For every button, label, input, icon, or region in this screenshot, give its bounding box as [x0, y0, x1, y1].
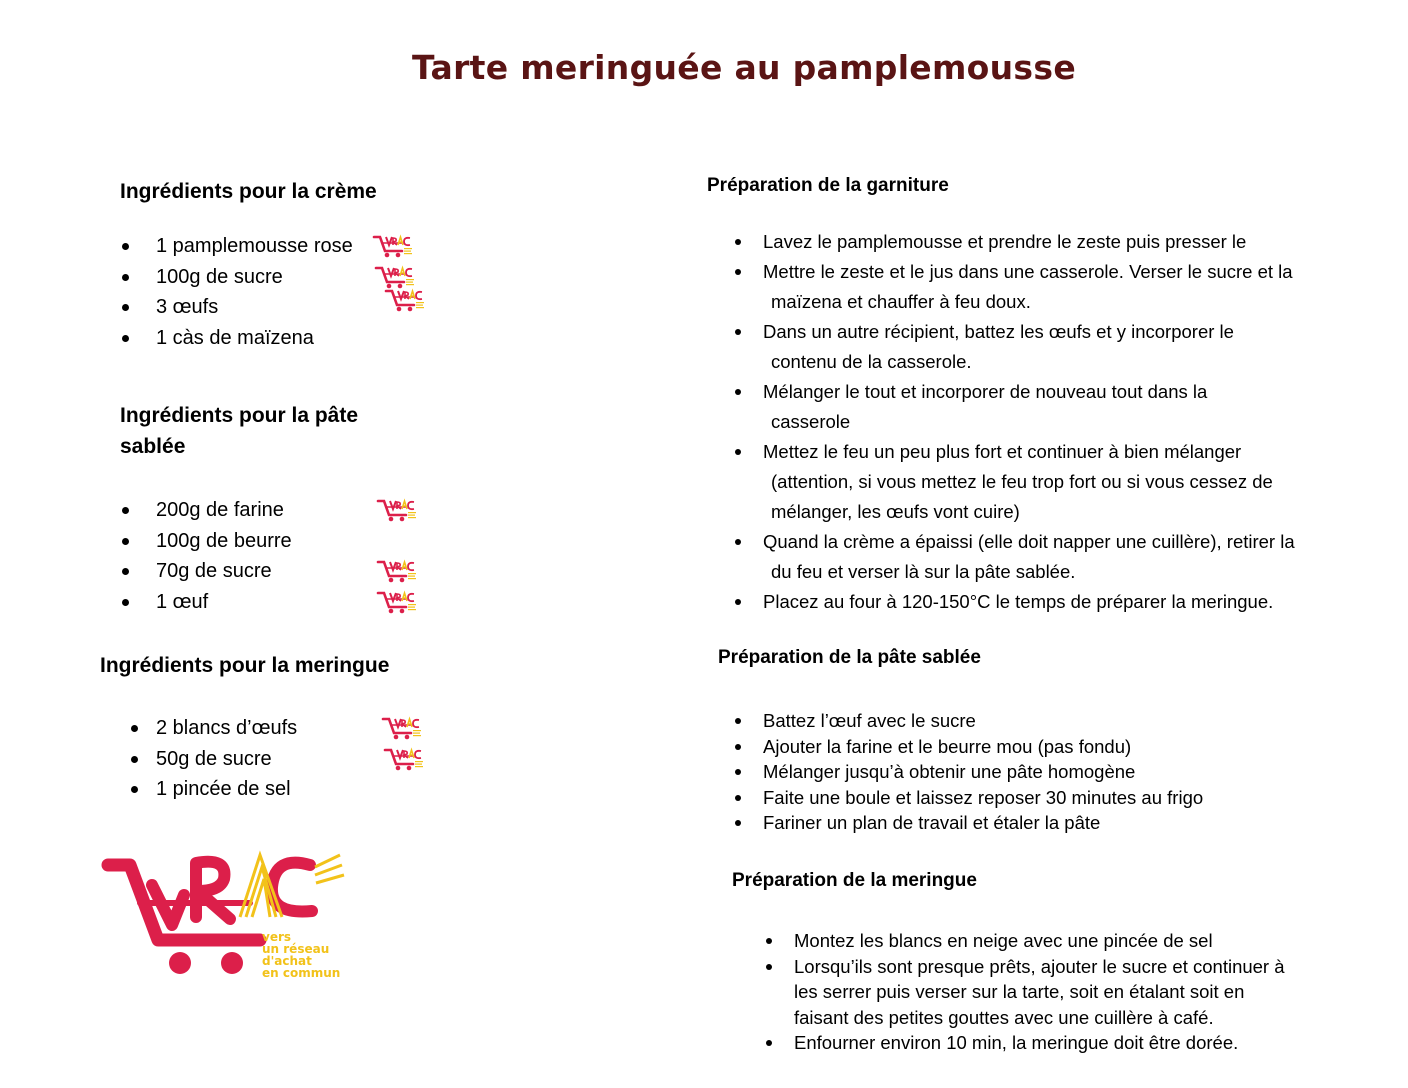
- prep-pate-steps: [733, 708, 1353, 836]
- pate-heading: Ingrédients pour la pâte sablée: [120, 404, 359, 458]
- prep-meringue-heading: Préparation de la meringue: [732, 870, 977, 891]
- list-item: 1 càs de maïzena: [122, 323, 442, 354]
- prep-pate-heading: Préparation de la pâte sablée: [718, 647, 981, 668]
- bullet-icon: [735, 769, 741, 775]
- list-item: Mélanger le tout et incorporer de nouveau tout dans la casserole: [733, 377, 1353, 437]
- vrac-cart-icon: [376, 559, 418, 585]
- bullet-icon: [766, 938, 772, 944]
- bullet-icon: [766, 1040, 772, 1046]
- list-item: 1 pamplemousse rose: [122, 231, 442, 262]
- pate-ingredients-list: [122, 495, 442, 617]
- prep-meringue-steps: [764, 928, 1364, 1056]
- list-item: 3 œufs: [122, 292, 442, 323]
- svg-text:un réseau: un réseau: [262, 942, 330, 956]
- vrac-cart-icon: [383, 747, 425, 773]
- list-item: Mettez le feu un peu plus fort et continuer à bien mélanger (attention, si vous mettez le feu trop fort ou si vous cessez de mélanger, les œufs vont cuire): [733, 437, 1353, 527]
- meringue-heading: Ingrédients pour la meringue: [100, 654, 390, 677]
- page-title: Tarte meringuée au pamplemousse: [411, 48, 1076, 87]
- list-item: Mettre le zeste et le jus dans une casserole. Verser le sucre et la maïzena et chauffer à feu doux.: [733, 257, 1353, 317]
- meringue-ingredients-list: [131, 713, 451, 805]
- vrac-cart-icon: [384, 288, 426, 314]
- prep-garniture-heading: Préparation de la garniture: [707, 175, 949, 196]
- list-item: Montez les blancs en neige avec une pincée de sel: [764, 928, 1364, 954]
- bullet-icon: [735, 539, 741, 545]
- list-item: 50g de sucre: [131, 744, 451, 775]
- list-item: Enfourner environ 10 min, la meringue doit être dorée.: [764, 1030, 1364, 1056]
- list-item: 1 pincée de sel: [131, 774, 451, 805]
- bullet-icon: [131, 786, 138, 793]
- bullet-icon: [735, 389, 741, 395]
- bullet-icon: [735, 599, 741, 605]
- list-item: Lorsqu’ils sont presque prêts, ajouter le sucre et continuer à les serrer puis verser sur la tarte, soit en étalant soit en faisant des petites gouttes avec une cuillère à café.: [764, 954, 1364, 1031]
- list-item: Faite une boule et laissez reposer 30 minutes au frigo: [733, 785, 1353, 811]
- vrac-cart-icon: [376, 590, 418, 616]
- bullet-icon: [735, 718, 741, 724]
- bullet-icon: [122, 335, 129, 342]
- vrac-cart-icon: [376, 498, 418, 524]
- list-item: Placez au four à 120-150°C le temps de préparer la meringue.: [733, 587, 1353, 617]
- list-item: 2 blancs d’œufs: [131, 713, 451, 744]
- list-item: 200g de farine: [122, 495, 442, 526]
- bullet-icon: [131, 725, 138, 732]
- bullet-icon: [735, 795, 741, 801]
- bullet-icon: [735, 820, 741, 826]
- bullet-icon: [735, 329, 741, 335]
- list-item: Lavez le pamplemousse et prendre le zeste puis presser le: [733, 227, 1353, 257]
- bullet-icon: [735, 744, 741, 750]
- creme-heading: Ingrédients pour la crème: [120, 180, 377, 203]
- list-item: Dans un autre récipient, battez les œufs et y incorporer le contenu de la casserole.: [733, 317, 1353, 377]
- list-item: Battez l’œuf avec le sucre: [733, 708, 1353, 734]
- list-item: 100g de beurre: [122, 526, 442, 557]
- list-item: 1 œuf: [122, 587, 442, 618]
- list-item: Mélanger jusqu’à obtenir une pâte homogène: [733, 759, 1353, 785]
- list-item: 100g de sucre: [122, 262, 442, 293]
- bullet-icon: [735, 269, 741, 275]
- bullet-icon: [122, 538, 129, 545]
- vrac-cart-icon: [372, 234, 414, 260]
- bullet-icon: [131, 756, 138, 763]
- svg-text:vers: vers: [262, 930, 292, 944]
- bullet-icon: [122, 243, 129, 250]
- bullet-icon: [122, 507, 129, 514]
- bullet-icon: [735, 449, 741, 455]
- vrac-logo: [100, 845, 350, 980]
- list-item: Ajouter la farine et le beurre mou (pas fondu): [733, 734, 1353, 760]
- bullet-icon: [122, 274, 129, 281]
- bullet-icon: [735, 239, 741, 245]
- vrac-logo-image: [100, 845, 350, 980]
- prep-garniture-steps: [733, 227, 1353, 617]
- bullet-icon: [122, 599, 129, 606]
- vrac-cart-icon: [374, 265, 416, 291]
- creme-ingredients-list: [122, 231, 442, 353]
- bullet-icon: [766, 964, 772, 970]
- list-item: 70g de sucre: [122, 556, 442, 587]
- bullet-icon: [122, 304, 129, 311]
- svg-text:en commun: en commun: [262, 966, 341, 980]
- list-item: Fariner un plan de travail et étaler la pâte: [733, 810, 1353, 836]
- bullet-icon: [122, 568, 129, 575]
- vrac-cart-icon: [381, 716, 423, 742]
- svg-text:d'achat: d'achat: [262, 954, 312, 968]
- list-item: Quand la crème a épaissi (elle doit napper une cuillère), retirer la du feu et verser là sur la pâte sablée.: [733, 527, 1353, 587]
